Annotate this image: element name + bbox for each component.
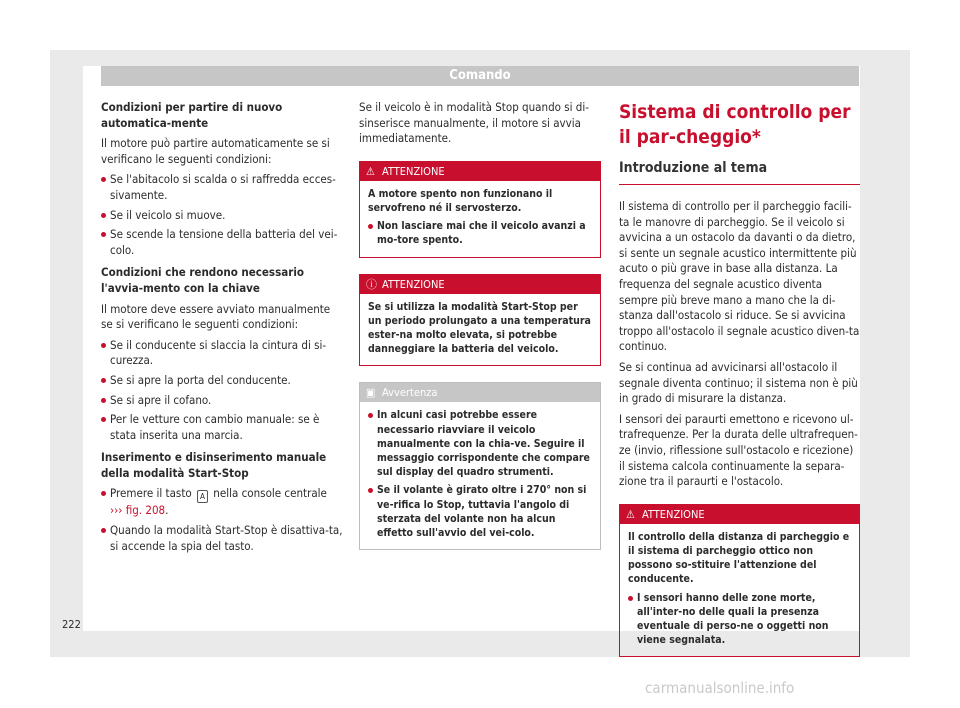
paragraph: Il sistema di controllo per il parcheggio facili-ta le manovre di parcheggio. Se il veicolo si avvicina a un ostacolo da davanti o da dietro, si sente un segnale acustico intermittente più acuto o più grave in base alla distanza. La frequenza del segnale acustico diventa sempre più breve mano a mano che la di-stanza dall'ostacolo si riduce. Se si avvicina troppo all'ostacolo il segnale acustico diven-ta continuo.	[619, 199, 860, 354]
paragraph: Il controllo della distanza di parcheggio e il sistema di parcheggio ottico non possono so-stituire l'attenzione del conducente.	[628, 530, 850, 586]
note-box	[359, 382, 601, 550]
list-item: In alcuni casi potrebbe essere necessario riavviare il veicolo manualmente con la chia-ve. Seguire il messaggio corrispondente che compare sul display del quadro strumenti.	[368, 408, 592, 479]
list-item: Se scende la tensione della batteria del vei-colo.	[101, 227, 343, 258]
warning-title-text: ATTENZIONE	[642, 507, 705, 521]
section-title: Sistema di controllo per il par-cheggio*	[619, 101, 851, 148]
text: nella console centrale	[213, 486, 327, 501]
note-title-text: Avvertenza	[382, 386, 438, 400]
link-arrow[interactable]: ›››	[110, 503, 123, 518]
column-right	[619, 100, 860, 673]
heading-restart-conditions: Condizioni per partire di nuovo automatica-mente	[101, 100, 283, 130]
text: .	[165, 503, 169, 518]
paragraph: Il motore può partire automaticamente se si verificano le seguenti condizioni:	[101, 136, 330, 166]
list-item: I sensori hanno delle zone morte, all'inter-no delle quali la presenza eventuale di perso-ne o oggetti non viene segnalata.	[628, 591, 851, 648]
heading-key-start: Condizioni che rendono necessario l'avvia-mento con la chiave	[101, 265, 304, 295]
list-item: Se il veicolo si muove.	[101, 208, 343, 224]
warning-triangle-icon: ⚠	[626, 507, 635, 521]
text: Premere il tasto	[110, 486, 192, 501]
caution-box-title	[360, 275, 600, 294]
paragraph: Il motore deve essere avviato manualmente se si verificano le seguenti condizioni:	[101, 301, 331, 332]
column-left	[101, 100, 343, 558]
warning-title-text: ATTENZIONE	[382, 164, 445, 178]
list-item: Se l'abitacolo si scalda o si raffredda ecces-sivamente.	[101, 172, 343, 203]
list-item: Non lasciare mai che il veicolo avanzi a mo-tore spento.	[368, 219, 592, 247]
list-item: Se si apre il cofano.	[101, 393, 343, 409]
caution-box	[359, 274, 601, 367]
note-icon: ▣	[366, 386, 376, 400]
warning-box-title	[360, 162, 600, 181]
watermark: carmanualsonline.info	[645, 679, 795, 697]
list-item: Se si apre la porta del conducente.	[101, 373, 343, 389]
warning-box	[359, 161, 601, 258]
caution-title-text: ATTENZIONE	[382, 277, 445, 291]
warning-triangle-icon: ⚠	[366, 164, 375, 178]
warning-box-body	[620, 524, 859, 657]
start-stop-key-icon: A	[197, 490, 208, 503]
list-item: Se il volante è girato oltre i 270° non si ve-rifica lo Stop, tuttavia l'angolo di sterzata del volante non ha alcun effetto sull'avvio del vei-colo.	[368, 483, 592, 540]
warning-box-title	[620, 505, 859, 524]
list-item	[101, 486, 343, 519]
paragraph: A motore spento non funzionano il servofreno né il servosterzo.	[368, 187, 553, 214]
warning-box	[619, 504, 860, 658]
paragraph: Se si utilizza la modalità Start-Stop per un periodo prolungato a una temperatura ester-na molto elevata, si potrebbe danneggiare la batteria del veicolo.	[368, 300, 591, 356]
paragraph: Se si continua ad avvicinarsi all'ostacolo il segnale diventa continuo; il sistema non è più in grado di misurare la distanza.	[619, 359, 858, 406]
note-box-body	[360, 402, 600, 549]
column-middle	[359, 100, 601, 566]
list-item: Per le vetture con cambio manuale: se è stata inserita una marcia.	[101, 412, 343, 443]
paragraph: Se il veicolo è in modalità Stop quando si di-sinserisce manualmente, il motore si avvia immediatamente.	[359, 100, 589, 146]
heading-manual-toggle: Inserimento e disinserimento manuale della modalità Start-Stop	[101, 450, 327, 480]
page-number: 222	[62, 618, 81, 631]
caution-circle-icon: ⓘ	[366, 277, 377, 291]
section-header: Comando	[101, 66, 859, 86]
section-subtitle: Introduzione al tema	[619, 158, 860, 185]
paragraph: I sensori dei paraurti emettono e ricevono ul-trafrequenze. Per la durata delle ultrafrequen-ze (invio, riflessione sull'ostacolo e ricezione) il sistema calcola continuamente la separa-zione tra il paraurti e l'ostacolo.	[619, 411, 858, 489]
warning-box-body	[360, 181, 600, 257]
note-box-title	[360, 383, 600, 402]
list-item: Se il conducente si slaccia la cintura di si-curezza.	[101, 338, 343, 369]
figure-link[interactable]: fig. 208	[125, 503, 166, 518]
caution-box-body	[360, 294, 600, 366]
list-item: Quando la modalità Start-Stop è disattiva-ta, si accende la spia del tasto.	[101, 523, 343, 554]
